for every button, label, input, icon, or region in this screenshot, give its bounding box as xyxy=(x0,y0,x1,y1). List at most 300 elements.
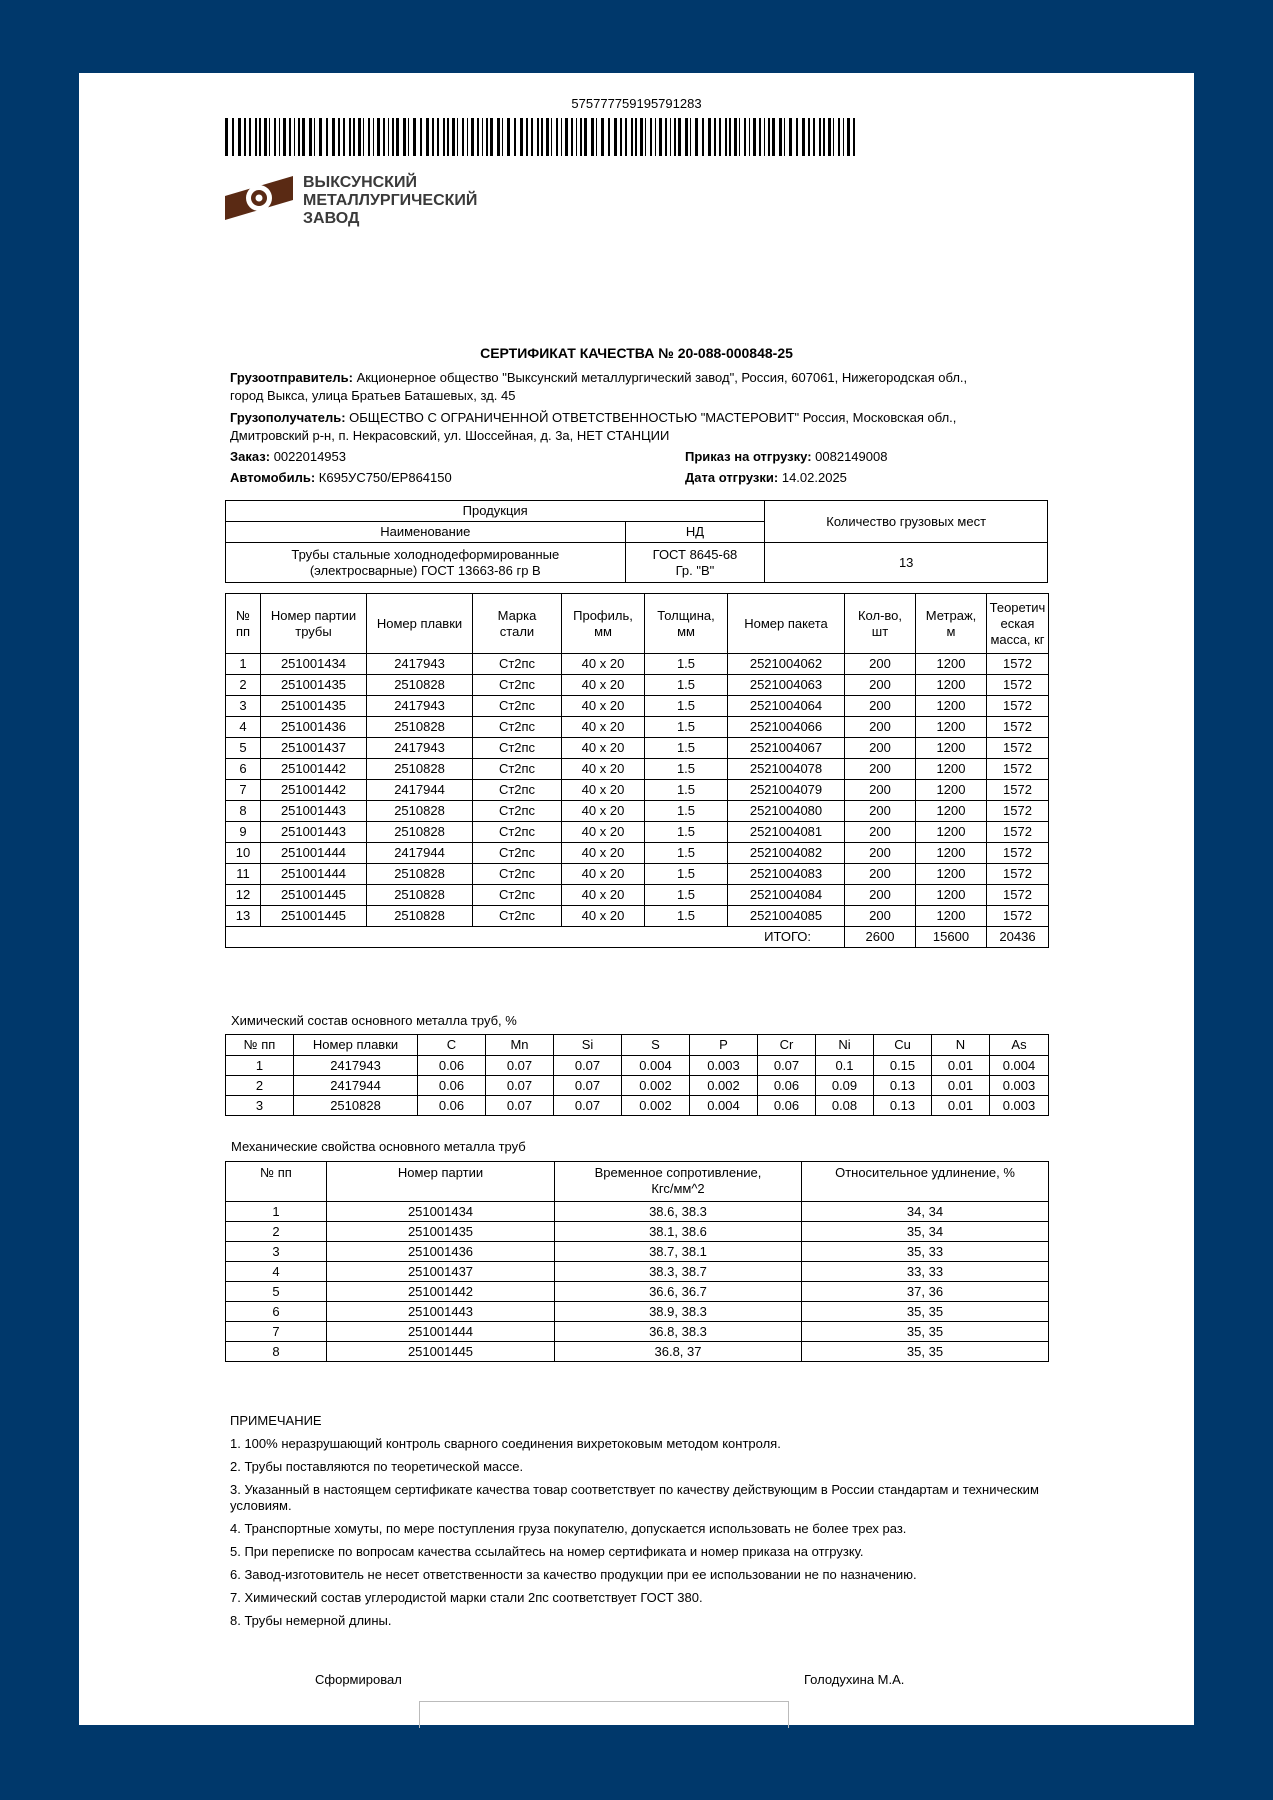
table-row xyxy=(226,864,1049,885)
barcode-bar xyxy=(319,118,322,156)
table-cell: 200 xyxy=(845,759,916,780)
header-line: шт xyxy=(871,623,889,639)
table-row xyxy=(226,738,1049,759)
barcode-bar xyxy=(447,118,449,156)
barcode-bar xyxy=(377,118,380,156)
name-header: Наименование xyxy=(226,522,626,543)
table-cell: 1200 xyxy=(916,717,987,738)
table-row xyxy=(226,1076,1049,1096)
table-cell: 251001444 xyxy=(261,864,367,885)
table-cell: 4 xyxy=(226,717,261,738)
table-cell: 37, 36 xyxy=(802,1282,1049,1302)
barcode-bar xyxy=(596,118,597,156)
notes-title: ПРИМЕЧАНИЕ xyxy=(230,1413,322,1428)
table-cell: 2521004066 xyxy=(728,717,845,738)
barcode-bar xyxy=(396,118,399,156)
total-label: ИТОГО: xyxy=(226,927,845,948)
table-row xyxy=(226,1056,1049,1076)
table-cell: 1200 xyxy=(916,738,987,759)
table-cell: 2510828 xyxy=(367,822,473,843)
barcode-bar xyxy=(725,118,727,156)
barcode-bar xyxy=(719,118,721,156)
barcode-bar xyxy=(744,118,746,156)
table-cell: 38.9, 38.3 xyxy=(555,1302,802,1322)
table-cell: 0.07 xyxy=(554,1076,622,1096)
barcode-bar xyxy=(708,118,711,156)
table-cell: 1200 xyxy=(916,906,987,927)
barcode-bar xyxy=(631,118,633,156)
consignee-info: Грузополучатель: ОБЩЕСТВО С ОГРАНИЧЕННОЙ ОТВЕТСТВЕННОСТЬЮ "МАСТЕРОВИТ" Россия, Московская обл., Дмитровский р-н, п. Некрасовский, ул. Шоссейная, д. 3а, НЕТ СТАНЦИИ xyxy=(230,410,957,443)
table-cell: 13 xyxy=(226,906,261,927)
table-cell: 2510828 xyxy=(367,885,473,906)
table-cell: 0.06 xyxy=(758,1096,816,1116)
chem-header-cell: Mn xyxy=(486,1035,554,1056)
table-cell: 0.003 xyxy=(990,1096,1049,1116)
table-cell: Ст2пс xyxy=(473,675,562,696)
table-cell: 2510828 xyxy=(294,1096,418,1116)
table-cell: 2417943 xyxy=(367,696,473,717)
table-cell: 1.5 xyxy=(645,780,728,801)
table-cell: 2510828 xyxy=(367,675,473,696)
barcode-bar xyxy=(650,118,652,156)
table-row xyxy=(226,843,1049,864)
table-cell: 38.6, 38.3 xyxy=(555,1202,802,1222)
table-cell: 8 xyxy=(226,801,261,822)
barcode-bar xyxy=(264,118,267,156)
table-cell: 40 x 20 xyxy=(562,759,645,780)
barcode-bar xyxy=(823,118,825,156)
table-cell: 0.003 xyxy=(690,1056,758,1076)
batches-header-cell xyxy=(845,594,916,654)
barcode-bar xyxy=(309,118,312,156)
table-cell: 35, 33 xyxy=(802,1242,1049,1262)
barcode-bar xyxy=(561,118,562,156)
header-line: Номер партии xyxy=(270,607,357,623)
barcode-bar xyxy=(674,118,676,156)
table-cell: 0.1 xyxy=(816,1056,874,1076)
table-cell: 0.15 xyxy=(874,1056,932,1076)
batches-header-cell xyxy=(987,594,1049,654)
batches-header-cell xyxy=(473,594,562,654)
table-cell: 1200 xyxy=(916,822,987,843)
table-row xyxy=(226,1342,1049,1362)
barcode-bar xyxy=(289,118,291,156)
chem-header-cell: Cr xyxy=(758,1035,816,1056)
table-cell: 251001435 xyxy=(261,675,367,696)
table-cell: 1 xyxy=(226,1202,327,1222)
barcode-bar xyxy=(238,118,241,156)
barcode-bar xyxy=(753,118,756,156)
table-row xyxy=(226,801,1049,822)
table-row xyxy=(226,1222,1049,1242)
table-cell: 200 xyxy=(845,654,916,675)
table-cell: Ст2пс xyxy=(473,780,562,801)
shipment-date-info: Дата отгрузки: 14.02.2025 xyxy=(685,470,847,485)
barcode-bar xyxy=(601,118,604,156)
barcode-bar xyxy=(665,118,667,156)
table-cell: 1572 xyxy=(987,738,1049,759)
table-row xyxy=(226,717,1049,738)
table-cell: 200 xyxy=(845,864,916,885)
table-cell: 2521004062 xyxy=(728,654,845,675)
mechanics-table xyxy=(225,1161,1049,1362)
barcode-bar xyxy=(565,118,568,156)
table-cell: 1.5 xyxy=(645,822,728,843)
barcode-bar xyxy=(338,118,340,156)
table-cell: 1.5 xyxy=(645,738,728,759)
table-cell: 1.5 xyxy=(645,717,728,738)
table-cell: 2417943 xyxy=(367,654,473,675)
table-row xyxy=(226,906,1049,927)
barcode-bar xyxy=(403,118,406,156)
table-cell: 6 xyxy=(226,759,261,780)
table-cell: 2521004064 xyxy=(728,696,845,717)
table-cell: 35, 35 xyxy=(802,1342,1049,1362)
table-cell: 2417943 xyxy=(367,738,473,759)
nd-header: НД xyxy=(625,522,765,543)
table-cell: 251001445 xyxy=(327,1342,555,1362)
table-cell: 0.07 xyxy=(554,1056,622,1076)
barcode-bar xyxy=(749,118,750,156)
batches-header-cell xyxy=(226,594,261,654)
barcode-bar xyxy=(358,118,361,156)
table-cell: 251001443 xyxy=(327,1302,555,1322)
barcode-bar xyxy=(670,118,671,156)
table-cell: 251001443 xyxy=(261,822,367,843)
barcode-bar xyxy=(796,118,798,156)
table-cell: 1572 xyxy=(987,906,1049,927)
table-cell: Ст2пс xyxy=(473,696,562,717)
table-cell: 0.07 xyxy=(486,1056,554,1076)
table-cell: 40 x 20 xyxy=(562,738,645,759)
table-row xyxy=(226,885,1049,906)
table-cell: 2417944 xyxy=(367,780,473,801)
barcode-bar xyxy=(833,118,834,156)
shipment-order-info: Приказ на отгрузку: 0082149008 xyxy=(685,449,888,464)
table-cell: 2521004063 xyxy=(728,675,845,696)
barcode-bar xyxy=(279,118,280,156)
barcode-bar xyxy=(497,118,500,156)
table-cell: 9 xyxy=(226,822,261,843)
chem-header-cell: N xyxy=(932,1035,990,1056)
table-cell: Ст2пс xyxy=(473,738,562,759)
table-cell: 40 x 20 xyxy=(562,906,645,927)
barcode-bar xyxy=(383,118,385,156)
table-cell: 0.06 xyxy=(758,1076,816,1096)
barcode-bar xyxy=(556,118,558,156)
barcode-bar xyxy=(690,118,691,156)
table-cell: 36.8, 38.3 xyxy=(555,1322,802,1342)
table-cell: 3 xyxy=(226,696,261,717)
table-cell: 2521004084 xyxy=(728,885,845,906)
product-table xyxy=(225,500,1048,583)
chem-header-cell: C xyxy=(418,1035,486,1056)
barcode-bar xyxy=(244,118,246,156)
barcode-bar xyxy=(388,118,389,156)
table-cell: 251001437 xyxy=(261,738,367,759)
table-cell: 40 x 20 xyxy=(562,843,645,864)
barcode-bar xyxy=(502,118,503,156)
table-row xyxy=(226,1302,1049,1322)
note-item: 2. Трубы поставляются по теоретической массе. xyxy=(230,1459,524,1474)
barcode-bar xyxy=(353,118,355,156)
table-cell: 11 xyxy=(226,864,261,885)
barcode-bar xyxy=(655,118,656,156)
table-cell: 1572 xyxy=(987,801,1049,822)
table-cell: 12 xyxy=(226,885,261,906)
table-cell: 2417944 xyxy=(367,843,473,864)
table-cell: 200 xyxy=(845,717,916,738)
table-cell: 7 xyxy=(226,780,261,801)
barcode-bar xyxy=(259,118,261,156)
mechanics-title: Механические свойства основного металла труб xyxy=(231,1139,526,1154)
table-cell: 1572 xyxy=(987,759,1049,780)
barcode-bar xyxy=(477,118,479,156)
table-cell: 251001444 xyxy=(327,1322,555,1342)
table-cell: 0.07 xyxy=(486,1076,554,1096)
barcode-bar xyxy=(514,118,516,156)
table-cell: 0.003 xyxy=(990,1076,1049,1096)
notes-section xyxy=(230,1413,1090,1636)
table-cell: 36.8, 37 xyxy=(555,1342,802,1362)
table-cell: 2 xyxy=(226,675,261,696)
table-cell: 0.07 xyxy=(554,1096,622,1116)
barcode-bar xyxy=(298,118,300,156)
barcode-bar xyxy=(482,118,483,156)
table-cell: 251001445 xyxy=(261,906,367,927)
barcode-bar xyxy=(269,118,270,156)
header-line: Кол-во, xyxy=(857,607,903,623)
barcode-bar xyxy=(734,118,737,156)
table-cell: 0.01 xyxy=(932,1096,990,1116)
barcode-bar xyxy=(620,118,622,156)
table-cell: 2521004078 xyxy=(728,759,845,780)
barcode-bar xyxy=(486,118,488,156)
table-cell: 3 xyxy=(226,1096,294,1116)
shipper-info: Грузоотправитель: Акционерное общество "Выксунский металлургический завод", Россия, 607061, Нижегородская обл., город Выкса, улица Братьев Баташевых, зд. 45 xyxy=(230,370,968,403)
table-cell: 251001435 xyxy=(327,1222,555,1242)
table-cell: 251001436 xyxy=(261,717,367,738)
table-cell: 40 x 20 xyxy=(562,696,645,717)
table-cell: 251001434 xyxy=(327,1202,555,1222)
chem-header-cell: № пп xyxy=(226,1035,294,1056)
table-cell: 2521004080 xyxy=(728,801,845,822)
barcode-bar xyxy=(520,118,523,156)
chem-header-cell: Номер плавки xyxy=(294,1035,418,1056)
table-cell: 2521004081 xyxy=(728,822,845,843)
note-item: 3. Указанный в настоящем сертификате качества товар соответствует по качеству действующим в России стандартам и техническим условиям. xyxy=(230,1482,1039,1513)
table-cell: 40 x 20 xyxy=(562,654,645,675)
table-cell: 2521004082 xyxy=(728,843,845,864)
table-row xyxy=(226,1282,1049,1302)
table-cell: 1200 xyxy=(916,654,987,675)
batches-header-cell xyxy=(261,594,367,654)
table-cell: 1.5 xyxy=(645,885,728,906)
table-cell: 1200 xyxy=(916,675,987,696)
table-cell: 1200 xyxy=(916,885,987,906)
table-cell: 0.002 xyxy=(622,1076,690,1096)
table-cell: 1.5 xyxy=(645,843,728,864)
barcode-bar xyxy=(779,118,782,156)
barcode-bar xyxy=(645,118,646,156)
table-cell: 40 x 20 xyxy=(562,822,645,843)
table-row xyxy=(226,1202,1049,1222)
batches-header-cell xyxy=(367,594,473,654)
barcode-bar xyxy=(813,118,815,156)
barcode-bar xyxy=(314,118,315,156)
table-cell: 0.06 xyxy=(418,1096,486,1116)
barcode-bar xyxy=(232,118,234,156)
table-row xyxy=(226,780,1049,801)
total-length: 15600 xyxy=(916,927,987,948)
table-cell: Ст2пс xyxy=(473,717,562,738)
table-cell: 4 xyxy=(226,1262,327,1282)
vehicle-info: Автомобиль: К695УС750/ЕР864150 xyxy=(230,470,452,485)
table-row xyxy=(226,1322,1049,1342)
table-cell: 1200 xyxy=(916,759,987,780)
barcode-bar xyxy=(274,118,276,156)
table-cell: 33, 33 xyxy=(802,1262,1049,1282)
table-cell: 0.09 xyxy=(816,1076,874,1096)
header-line: мм xyxy=(594,623,612,639)
barcode-bar xyxy=(526,118,528,156)
batches-header-cell xyxy=(645,594,728,654)
barcode-bar xyxy=(819,118,821,156)
table-cell: 200 xyxy=(845,885,916,906)
table-cell: 1572 xyxy=(987,675,1049,696)
barcode-bar xyxy=(789,118,792,156)
mech-header-strength: Временное сопротивление, Кгс/мм^2 xyxy=(555,1162,802,1202)
chem-header-cell: S xyxy=(622,1035,690,1056)
table-cell: 2510828 xyxy=(367,801,473,822)
batches-table xyxy=(225,593,1049,948)
table-cell: 251001443 xyxy=(261,801,367,822)
signature-label: Сформировал xyxy=(315,1672,402,1687)
table-cell: 38.7, 38.1 xyxy=(555,1242,802,1262)
table-cell: 2510828 xyxy=(367,759,473,780)
table-cell: 2521004067 xyxy=(728,738,845,759)
barcode-bar xyxy=(580,118,582,156)
header-line: еская xyxy=(1000,615,1035,631)
barcode-bar xyxy=(714,118,716,156)
header-line: стали xyxy=(499,623,535,639)
barcode-bar xyxy=(659,118,662,156)
barcode-bar xyxy=(702,118,704,156)
table-cell: 1 xyxy=(226,1056,294,1076)
header-line: Толщина, xyxy=(657,607,715,623)
table-cell: 36.6, 36.7 xyxy=(555,1282,802,1302)
table-cell: 251001445 xyxy=(261,885,367,906)
table-cell: 0.004 xyxy=(690,1096,758,1116)
table-cell: 1572 xyxy=(987,717,1049,738)
barcode-bar xyxy=(759,118,761,156)
barcode-bar xyxy=(408,118,409,156)
barcode-bar xyxy=(571,118,573,156)
table-cell: 251001442 xyxy=(261,780,367,801)
total-mass: 20436 xyxy=(987,927,1049,948)
stamp-box xyxy=(419,1701,789,1728)
table-cell: 251001436 xyxy=(327,1242,555,1262)
table-cell: 1 xyxy=(226,654,261,675)
table-cell: 0.004 xyxy=(990,1056,1049,1076)
logo-emblem-icon xyxy=(225,176,293,220)
table-cell: 1.5 xyxy=(645,759,728,780)
table-cell: 1572 xyxy=(987,864,1049,885)
signature-name: Голодухина М.А. xyxy=(804,1672,905,1687)
table-cell: 2417943 xyxy=(294,1056,418,1076)
barcode-bar xyxy=(551,118,552,156)
table-row xyxy=(226,654,1049,675)
table-cell: 1.5 xyxy=(645,675,728,696)
table-cell: 200 xyxy=(845,801,916,822)
table-cell: 40 x 20 xyxy=(562,717,645,738)
barcode-bar xyxy=(413,118,416,156)
table-cell: 40 x 20 xyxy=(562,675,645,696)
table-cell: 200 xyxy=(845,822,916,843)
barcode-bar xyxy=(225,118,228,156)
table-row xyxy=(226,1096,1049,1116)
barcode-bar xyxy=(443,118,445,156)
table-cell: 35, 34 xyxy=(802,1222,1049,1242)
barcode-bar xyxy=(326,118,328,156)
table-cell: 0.13 xyxy=(874,1096,932,1116)
table-row xyxy=(226,1262,1049,1282)
table-cell: 200 xyxy=(845,696,916,717)
barcode-bar xyxy=(614,118,617,156)
barcode-bar xyxy=(249,118,251,156)
header-line: Номер плавки xyxy=(376,615,463,631)
header-line: № xyxy=(236,607,250,623)
table-cell: 0.13 xyxy=(874,1076,932,1096)
product-nd: ГОСТ 8645-68 Гр. "В" xyxy=(625,543,765,583)
chem-header-cell: P xyxy=(690,1035,758,1056)
barcode-bar xyxy=(608,118,610,156)
header-line: Профиль, xyxy=(573,607,633,623)
table-cell: 3 xyxy=(226,1242,327,1262)
barcode-bar xyxy=(772,118,775,156)
table-cell: 0.07 xyxy=(758,1056,816,1076)
table-cell: 200 xyxy=(845,738,916,759)
barcode-bar xyxy=(368,118,370,156)
table-cell: 5 xyxy=(226,1282,327,1302)
certificate-page xyxy=(79,73,1194,1725)
barcode-bar xyxy=(640,118,643,156)
table-cell: 1200 xyxy=(916,696,987,717)
barcode-bar xyxy=(635,118,637,156)
table-cell: 2521004085 xyxy=(728,906,845,927)
barcode-bar xyxy=(437,118,439,156)
table-cell: 40 x 20 xyxy=(562,801,645,822)
table-cell: 1572 xyxy=(987,885,1049,906)
batches-header-cell xyxy=(728,594,845,654)
table-cell: Ст2пс xyxy=(473,759,562,780)
chemistry-table xyxy=(225,1034,1049,1116)
barcode-bar xyxy=(576,118,577,156)
barcode-bar xyxy=(363,118,364,156)
table-cell: 251001442 xyxy=(327,1282,555,1302)
barcode-bar xyxy=(546,118,549,156)
note-item: 4. Транспортные хомуты, по мере поступления груза покупателю, допускается использовать не более трех раз. xyxy=(230,1521,907,1536)
table-cell: 0.06 xyxy=(418,1056,486,1076)
mech-header-elongation: Относительное удлинение, % xyxy=(802,1162,1049,1202)
table-cell: 1572 xyxy=(987,696,1049,717)
note-item: 7. Химический состав углеродистой марки стали 2пс соответствует ГОСТ 380. xyxy=(230,1590,703,1605)
certificate-title: СЕРТИФИКАТ КАЧЕСТВА № 20-088-000848-25 xyxy=(480,345,793,361)
barcode-bar xyxy=(695,118,698,156)
table-cell: Ст2пс xyxy=(473,906,562,927)
barcode-bar xyxy=(584,118,587,156)
table-cell: 1.5 xyxy=(645,864,728,885)
